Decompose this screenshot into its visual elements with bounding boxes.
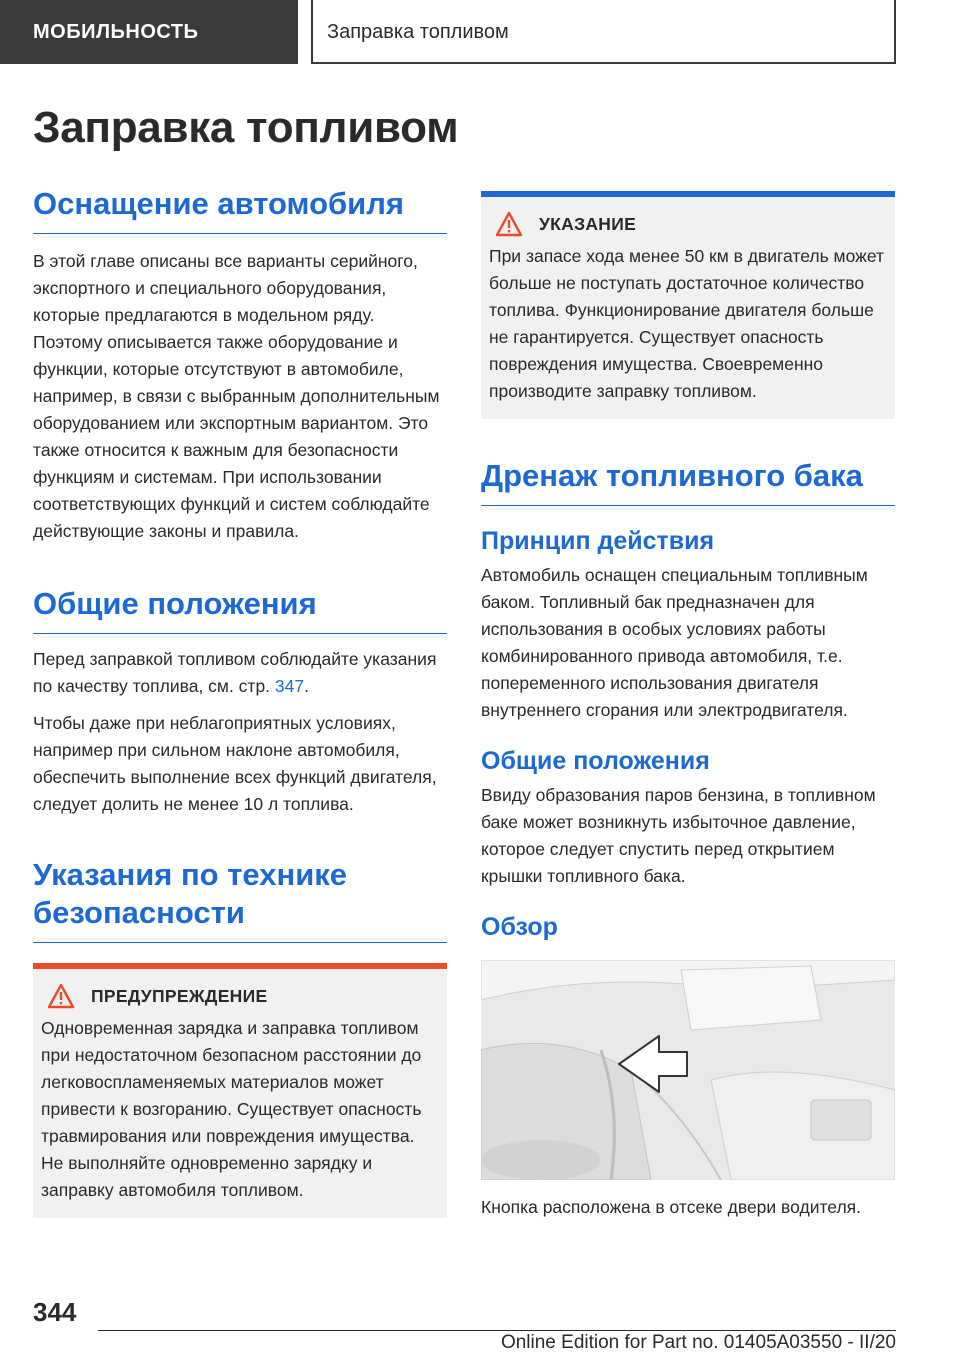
warning-title: ПРЕДУПРЕЖДЕНИЕ (91, 985, 268, 1006)
header-section-tab[interactable]: МОБИЛЬНОСТЬ (0, 0, 298, 64)
right-column (481, 191, 895, 1221)
principle-text: Автомобиль оснащен специальным топливным баком. Топливный бак предназначен для использования в особых условиях работы комбинированного привода автомобиля, т.е. попеременного использования двигателя внутреннего сгорания или электродвигателя. (481, 565, 868, 720)
door-illustration-svg (481, 960, 895, 1180)
heading-drain-general: Общие положения (481, 747, 710, 775)
equipment-text: В этой главе описаны все варианты серийного, экспортного и специального оборудования, которые предлагаются в модельном ряду. Поэтому описывается также оборудование и функции, которые отсутствуют в автомобиле, например, в связи с выбранным дополнительным оборудованием или экспортным вариантом. Это также относится к важным для безопасности функциям и системам. При использовании соответствующих функций и систем соблюдайте действующие законы и правила. (33, 251, 440, 541)
general-para1: Перед заправкой топливом соблюдайте указания по качеству топлива, см. стр. 347. (33, 649, 437, 696)
heading-general: Общие положения (33, 585, 447, 634)
warning-box (33, 963, 447, 1218)
heading-safety: Указания по технике безопасности (33, 856, 447, 943)
heading-principle: Принцип действия (481, 527, 715, 555)
header-chapter: Заправка топливом (311, 0, 896, 64)
notice-title: УКАЗАНИЕ (539, 213, 637, 234)
warning-text: Одновременная зарядка и заправка топливом при недостаточном безопасном расстоянии до легковоспламеняемых материалов может привести к возгоранию. Существует опасность травмирования или повреждения имущества. Не выполняйте одновременно зарядку и заправку автомобиля топливом. (41, 1018, 422, 1200)
figure-caption: Кнопка расположена в отсеке двери водителя. (481, 1197, 862, 1217)
footer-divider (98, 1330, 896, 1331)
page-link-347[interactable]: 347 (274, 676, 305, 696)
warning-triangle-icon (47, 983, 75, 1009)
heading-overview: Обзор (481, 913, 558, 941)
drain-general-text: Ввиду образования паров бензина, в топливном баке может возникнуть избыточное давление, которое следует спустить перед открытием крышки топливного бака. (481, 785, 876, 886)
door-compartment-illustration (481, 960, 895, 1180)
page-title: Заправка топливом (33, 103, 459, 152)
footer-edition: Online Edition for Part no. 01405A03550 - II/20 (500, 1332, 896, 1353)
heading-drain: Дренаж топливного бака (481, 457, 895, 506)
notice-triangle-icon (495, 211, 523, 237)
notice-box (481, 191, 895, 419)
left-column (33, 185, 447, 1218)
heading-equipment: Оснащение автомобиля (33, 185, 447, 234)
page-number: 344 (33, 1297, 77, 1327)
notice-text: При запасе хода менее 50 км в двигатель может больше не поступать достаточное количество топлива. Функционирование двигателя больше не гарантируется. Существует опасность повреждения имущества. Своевременно производите заправку топливом. (489, 246, 884, 401)
general-para2: Чтобы даже при неблагоприятных условиях, например при сильном наклоне автомобиля, обеспечить выполнение всех функций двигателя, следует долить не менее 10 л топлива. (33, 713, 437, 814)
